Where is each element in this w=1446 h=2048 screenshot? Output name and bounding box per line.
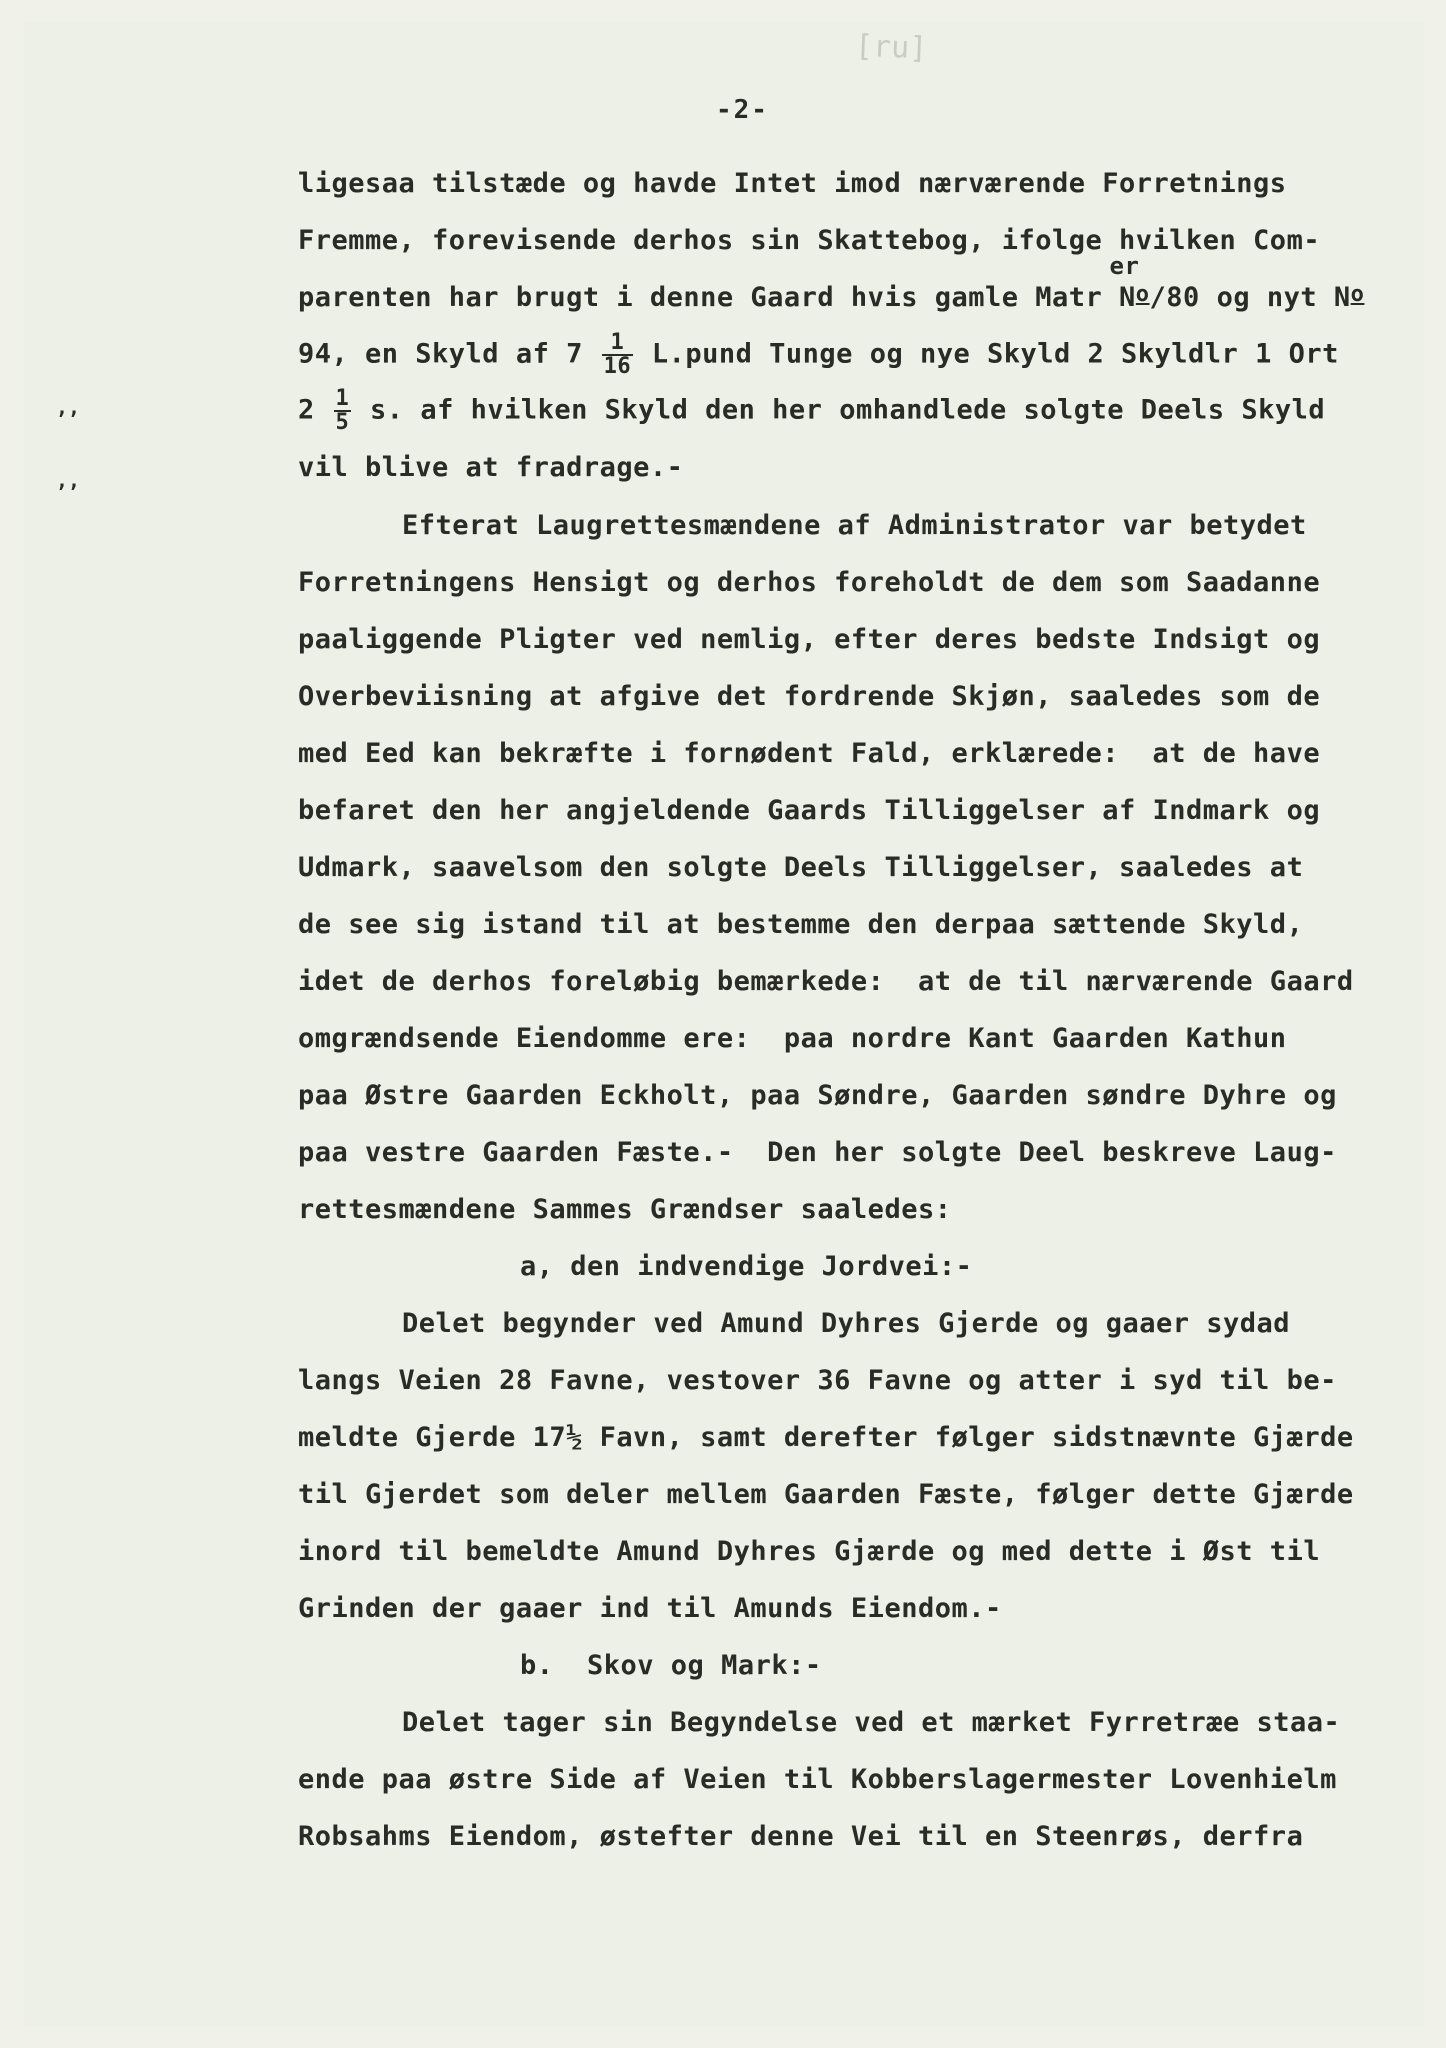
text-segment: 2: [298, 394, 315, 426]
text-line: omgrændsende Eiendomme ere: paa nordre Kant Gaarden Kathun: [298, 1023, 1287, 1054]
fraction: $\frac{1}{16}$: [603, 330, 632, 379]
text-line: Delet begynder ved Amund Dyhres Gjerde og gaaer sydad: [402, 1308, 1291, 1339]
text-line: ende paa østre Side af Veien til Kobberslagermester Lovenhielm: [298, 1764, 1337, 1795]
text-line: inord til bemeldte Amund Dyhres Gjærde og med dette i Øst til: [298, 1536, 1321, 1567]
text-line: Grinden der gaaer ind til Amunds Eiendom.-: [298, 1593, 1002, 1624]
text-line: Fremme, forevisende derhos sin Skattebog, ifolge hvilken Com-: [298, 225, 1321, 256]
margin-mark: ,,: [56, 395, 81, 419]
margin-mark: ,,: [56, 468, 81, 492]
text-line: befaret den her angjeldende Gaards Tilliggelser af Indmark og: [298, 795, 1321, 826]
text-line: idet de derhos foreløbig bemærkede: at de til nærværende Gaard: [298, 966, 1354, 997]
text-line: meldte Gjerde 17½ Favn, samt derefter følger sidstnævnte Gjærde: [298, 1422, 1354, 1453]
text-line: paa vestre Gaarden Fæste.- Den her solgte Deel beskreve Laug-: [298, 1137, 1337, 1168]
number-abbrev: $N^o$: [1119, 282, 1150, 313]
superscript-er: er: [1109, 252, 1140, 280]
page-number: -2-: [716, 95, 769, 125]
text-line: paaliggende Pligter ved nemlig, efter deres bedste Indsigt og: [298, 624, 1321, 655]
text-line: vil blive at fradrage.-: [298, 452, 684, 483]
text-segment: L.pund Tunge og nye Skyld 2 Skyldlr 1 Ort: [651, 338, 1339, 370]
text-line: med Eed kan bekræfte i fornødent Fald, erklærede: at de have: [298, 738, 1321, 769]
text-line: [298, 388, 1325, 434]
text-line: Overbeviisning at afgive det fordrende Skjøn, saaledes som de: [298, 681, 1321, 712]
fraction: $\frac{1}{5}$: [335, 386, 350, 435]
section-heading: b. Skov og Mark:-: [520, 1650, 822, 1681]
text-line: Efterat Laugrettesmændene af Administrator var betydet: [402, 510, 1307, 541]
text-line: Delet tager sin Begyndelse ved et mærket Fyrretræe staa-: [402, 1707, 1341, 1738]
text-line: ligesaa tilstæde og havde Intet imod nærværende Forretnings: [298, 168, 1287, 199]
text-line: [298, 252, 1365, 313]
text-line: Robsahms Eiendom, østefter denne Vei til en Steenrøs, derfra: [298, 1821, 1304, 1852]
text-segment: parenten har brugt i denne Gaard hvis gamle Matr: [298, 282, 1103, 313]
text-line: Udmark, saavelsom den solgte Deels Tilliggelser, saaledes at: [298, 852, 1304, 883]
text-line: [298, 332, 1339, 378]
text-segment: s. af hvilken Skyld den her omhandlede solgte Deels Skyld: [370, 394, 1326, 426]
text-segment: /80 og nyt: [1149, 282, 1318, 313]
number-abbrev: $N^o$: [1333, 282, 1365, 313]
section-heading: a, den indvendige Jordvei:-: [520, 1251, 973, 1282]
text-line: langs Veien 28 Favne, vestover 36 Favne og atter i syd til be-: [298, 1365, 1337, 1396]
text-segment: 94, en Skyld af 7: [298, 338, 583, 370]
text-line: Forretningens Hensigt og derhos foreholdt de dem som Saadanne: [298, 567, 1321, 598]
text-line: paa Østre Gaarden Eckholt, paa Søndre, Gaarden søndre Dyhre og: [298, 1080, 1337, 1111]
text-line: til Gjerdet som deler mellem Gaarden Fæste, følger dette Gjærde: [298, 1479, 1354, 1510]
faded-stamp: [ru]: [854, 28, 928, 67]
text-line: de see sig istand til at bestemme den derpaa sættende Skyld,: [298, 909, 1304, 940]
text-line: rettesmændene Sammes Grændser saaledes:: [298, 1194, 952, 1225]
